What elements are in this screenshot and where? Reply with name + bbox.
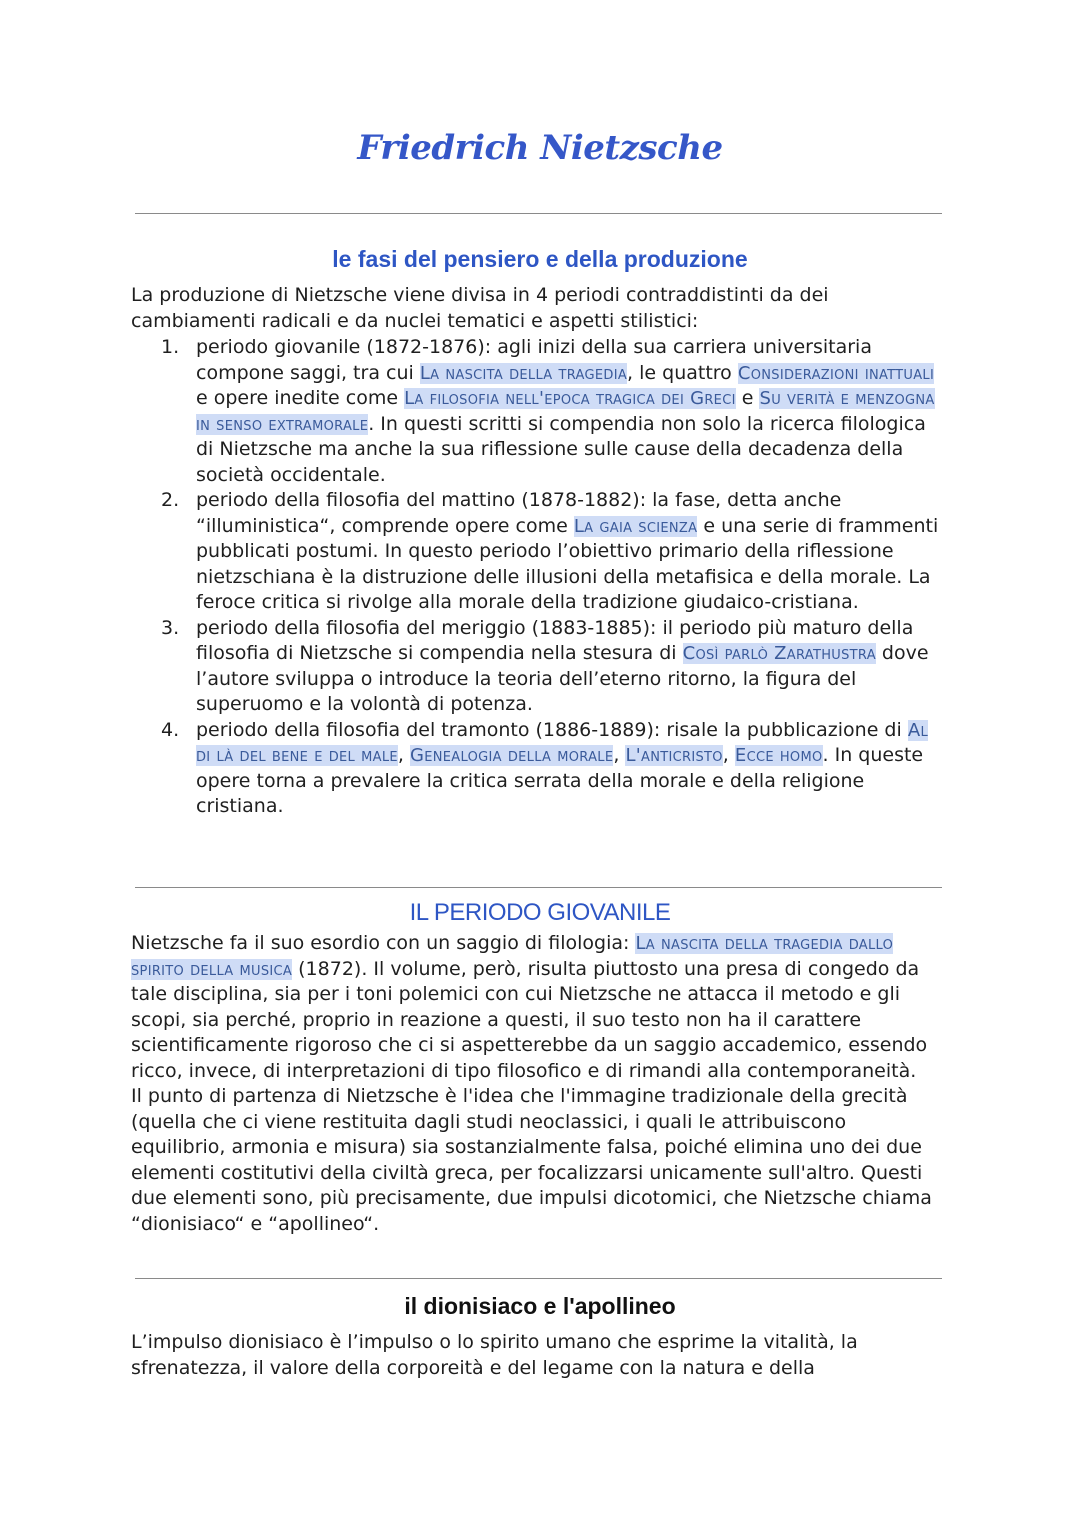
periods-list [131, 335, 946, 820]
intro-paragraph: La produzione di Nietzsche viene divisa in 4 periodi contraddistinti da dei cambiamenti radicali e da nuclei tematici e aspetti stilistici: [131, 284, 829, 332]
divider [135, 1278, 942, 1279]
work-title: La nascita della tragedia dallo spirito della musica [131, 933, 894, 980]
work-title: La gaia scienza [573, 515, 698, 537]
work-title: Al di là del bene e del male [196, 719, 928, 766]
work-title: L'anticristo [625, 745, 723, 766]
work-title: La filosofia nell'epoca tragica dei Greci [404, 388, 736, 409]
section-heading-dionysian: il dionisiaco e l'apollineo [404, 1293, 676, 1319]
youth-paragraph: Nietzsche fa il suo esordio con un saggio di filologia: La nascita della tragedia dallo spirito della musica (1872). Il volume, però, risulta piuttosto una presa di congedo da tale disciplina, sia per i toni polemici con cui Nietzsche ne attacca il metodo e gli scopi, sia perché, proprio in reazione a questi, il suo testo non ha il carattere scientificamente rigoroso che ci si aspetterebbe da un saggio accademico, essendo ricco, invece, di interpretazioni di tipo filosofico e di rimandi alla contemporaneità. Il punto di partenza di Nietzsche è l'idea che l'immagine tradizionale della grecità (quella che ci viene restituita dagli studi neoclassici, i quali le attribuiscono equilibrio, armonia e misura) sia sostanzialmente falsa, poiché elimina uno dei due elementi costitutivi della civiltà greca, per focalizzarsi unicamente sull'altro. Questi due elementi sono, più precisamente, due impulsi dicotomici, che Nietzsche chiama “dionisiaco“ e “apollineo“. [131, 932, 932, 1235]
work-title: La nascita della tragedia [419, 362, 628, 384]
list-item: 1. periodo giovanile (1872-1876): agli inizi della sua carriera universitaria compone saggi, tra cui La nascita della tragedia, le quattro Considerazioni inattuali e opere inedite come La filosofia nell'epoca tragica dei Greci e Su verità e menzogna in senso extramorale. In questi scritti si compendia non solo la ricerca filologica di Nietzsche ma anche la sua riflessione sulle cause della decadenza della società occidentale. [161, 336, 935, 486]
list-item: 4. periodo della filosofia del tramonto (1886-1889): risale la pubblicazione di Al di là del bene e del male, Genealogia della morale, L'anticristo, Ecce homo. In queste opere torna a prevalere la critica serrata della morale e della religione cristiana. [161, 718, 928, 817]
work-title: Genealogia della morale [410, 745, 614, 766]
divider [135, 213, 942, 214]
dionysian-paragraph: L’impulso dionisiaco è l’impulso o lo spirito umano che esprime la vitalità, la sfrenatezza, il valore della corporeità e del legame con la natura e della [131, 1331, 858, 1379]
work-title: Così parlò Zarathustra [682, 643, 876, 664]
section-heading-phases: le fasi del pensiero e della produzione [332, 246, 748, 272]
work-title: Considerazioni inattuali [737, 362, 935, 384]
work-title: Su verità e menzogna in senso extramorale [196, 388, 935, 435]
list-item: 2. periodo della filosofia del mattino (1878-1882): la fase, detta anche “illuministica“, comprende opere come La gaia scienza e una serie di frammenti pubblicati postumi. In questo periodo l’obiettivo primario della riflessione nietzschiana è la distruzione delle illusioni della metafisica e della morale. La feroce critica si rivolge alla morale della tradizione giudaico-cristiana. [161, 489, 939, 613]
list-item: 3. periodo della filosofia del meriggio (1883-1885): il periodo più maturo della filosofia di Nietzsche si compendia nella stesura di Così parlò Zarathustra dove l’autore sviluppa o introduce la teoria dell’eterno ritorno, la figura del superuomo e la volontà di potenza. [161, 616, 929, 715]
section-heading-youth: IL PERIODO GIOVANILE [409, 899, 671, 926]
divider [135, 887, 942, 888]
page-title: Friedrich Nietzsche [357, 128, 723, 168]
work-title: Ecce homo [734, 745, 823, 766]
